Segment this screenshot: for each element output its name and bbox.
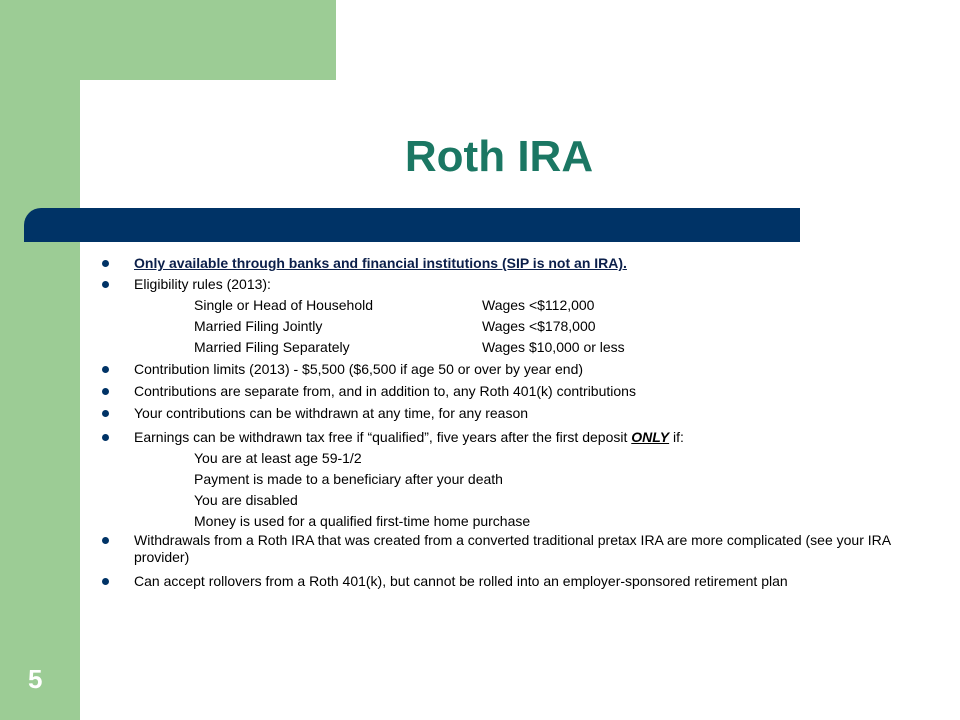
bullet-text-end: if:: [669, 429, 684, 445]
list-item: [96, 571, 916, 592]
list-item: [96, 532, 916, 566]
wage-limit: Wages <$112,000: [482, 297, 595, 313]
slide-number: 5: [28, 664, 43, 694]
rounded-corner: [80, 80, 140, 140]
bullet-icon: [102, 537, 109, 544]
eligibility-row: [96, 337, 916, 358]
filing-status: Married Filing Separately: [194, 339, 350, 355]
bullet-icon: [102, 388, 109, 395]
condition-item: Money is used for a qualified first-time home purchase: [194, 513, 531, 529]
bullet-text: Your contributions can be withdrawn at any time, for any reason: [134, 405, 529, 421]
bullet-icon: [102, 281, 109, 288]
bullet-text: Contributions are separate from, and in addition to, any Roth 401(k) contributions: [134, 383, 636, 399]
eligibility-row: [96, 316, 916, 337]
title-underline-bar: [24, 208, 800, 242]
list-item: [96, 403, 916, 424]
list-item: [96, 253, 916, 274]
slide-title: Roth IRA: [404, 132, 594, 181]
bullet-icon: [102, 578, 109, 585]
left-green-band: [0, 0, 80, 720]
list-item: [96, 381, 916, 402]
bullet-icon: [102, 434, 109, 441]
bullet-text: Can accept rollovers from a Roth 401(k), but cannot be rolled into an employer-sponsored retirement plan: [134, 573, 788, 589]
bullet-text: Contribution limits (2013) - $5,500 ($6,500 if age 50 or over by year end): [134, 361, 584, 377]
list-item: [96, 427, 916, 448]
wage-limit: Wages <$178,000: [482, 318, 596, 334]
condition-item: You are at least age 59-1/2: [194, 450, 362, 466]
filing-status: Married Filing Jointly: [194, 318, 323, 334]
bullet-list: [96, 253, 916, 592]
list-item: [96, 359, 916, 380]
bullet-icon: [102, 366, 109, 373]
condition-item: You are disabled: [194, 492, 298, 508]
bullet-icon: [102, 410, 109, 417]
wage-limit: Wages $10,000 or less: [482, 339, 625, 355]
bullet-text: Earnings can be withdrawn tax free if “qualified”, five years after the first deposit: [134, 429, 632, 445]
eligibility-row: [96, 295, 916, 316]
top-green-band: [0, 0, 336, 80]
list-item: [96, 274, 916, 295]
bullet-text: Withdrawals from a Roth IRA that was created from a converted traditional pretax IRA are more complicated (see your IRA provider): [134, 532, 891, 565]
condition-item: Payment is made to a beneficiary after your death: [194, 471, 503, 487]
filing-status: Single or Head of Household: [194, 297, 374, 313]
bullet-icon: [102, 260, 109, 267]
bullet-text: Only available through banks and financial institutions (SIP is not an IRA).: [134, 255, 627, 271]
bullet-text: Eligibility rules (2013):: [134, 276, 271, 292]
only-emphasis: ONLY: [631, 429, 670, 445]
